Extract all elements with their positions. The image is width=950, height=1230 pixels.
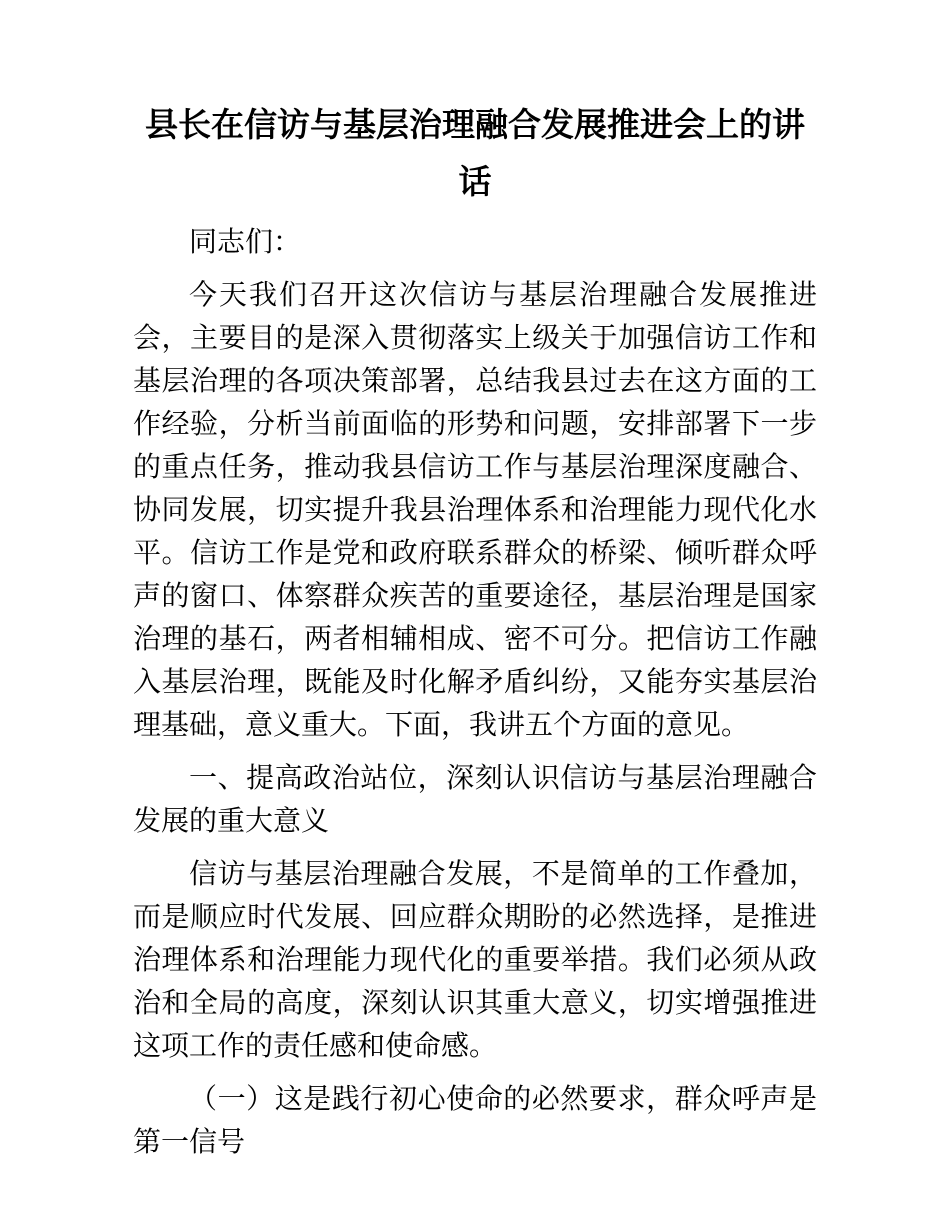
salutation: 同志们：	[189, 227, 302, 258]
subsection-heading-1-1: （一）这是践行初心使命的必然要求，群众呼声是第一信号	[133, 1084, 817, 1158]
section-heading-1: 一、提高政治站位，深刻认识信访与基层治理融合发展的重大意义	[133, 763, 817, 837]
document-title: 县长在信访与基层治理融合发展推进会上的讲话	[145, 106, 805, 200]
paragraph-intro: 今天我们召开这次信访与基层治理融合发展推进会，主要目的是深入贯彻落实上级关于加强信访工作和基层治理的各项决策部署，总结我县过去在这方面的工作经验，分析当前面临的形势和问题，安排部署下一步的重点任务，推动我县信访工作与基层治理深度融合、协同发展，切实提升我县治理体系和治理能力现代化水平。信访工作是党和政府联系群众的桥梁、倾听群众呼声的窗口、体察群众疾苦的重要途径，基层治理是国家治理的基石，两者相辅相成、密不可分。把信访工作融入基层治理，既能及时化解矛盾纠纷，又能夯实基层治理基础，意义重大。下面，我讲五个方面的意见。	[133, 280, 817, 741]
paragraph-section-1-body: 信访与基层治理融合发展，不是简单的工作叠加，而是顺应时代发展、回应群众期盼的必然选择，是推进治理体系和治理能力现代化的重要举措。我们必须从政治和全局的高度，深刻认识其重大意义，切实增强推进这项工作的责任感和使命感。	[133, 859, 817, 1062]
